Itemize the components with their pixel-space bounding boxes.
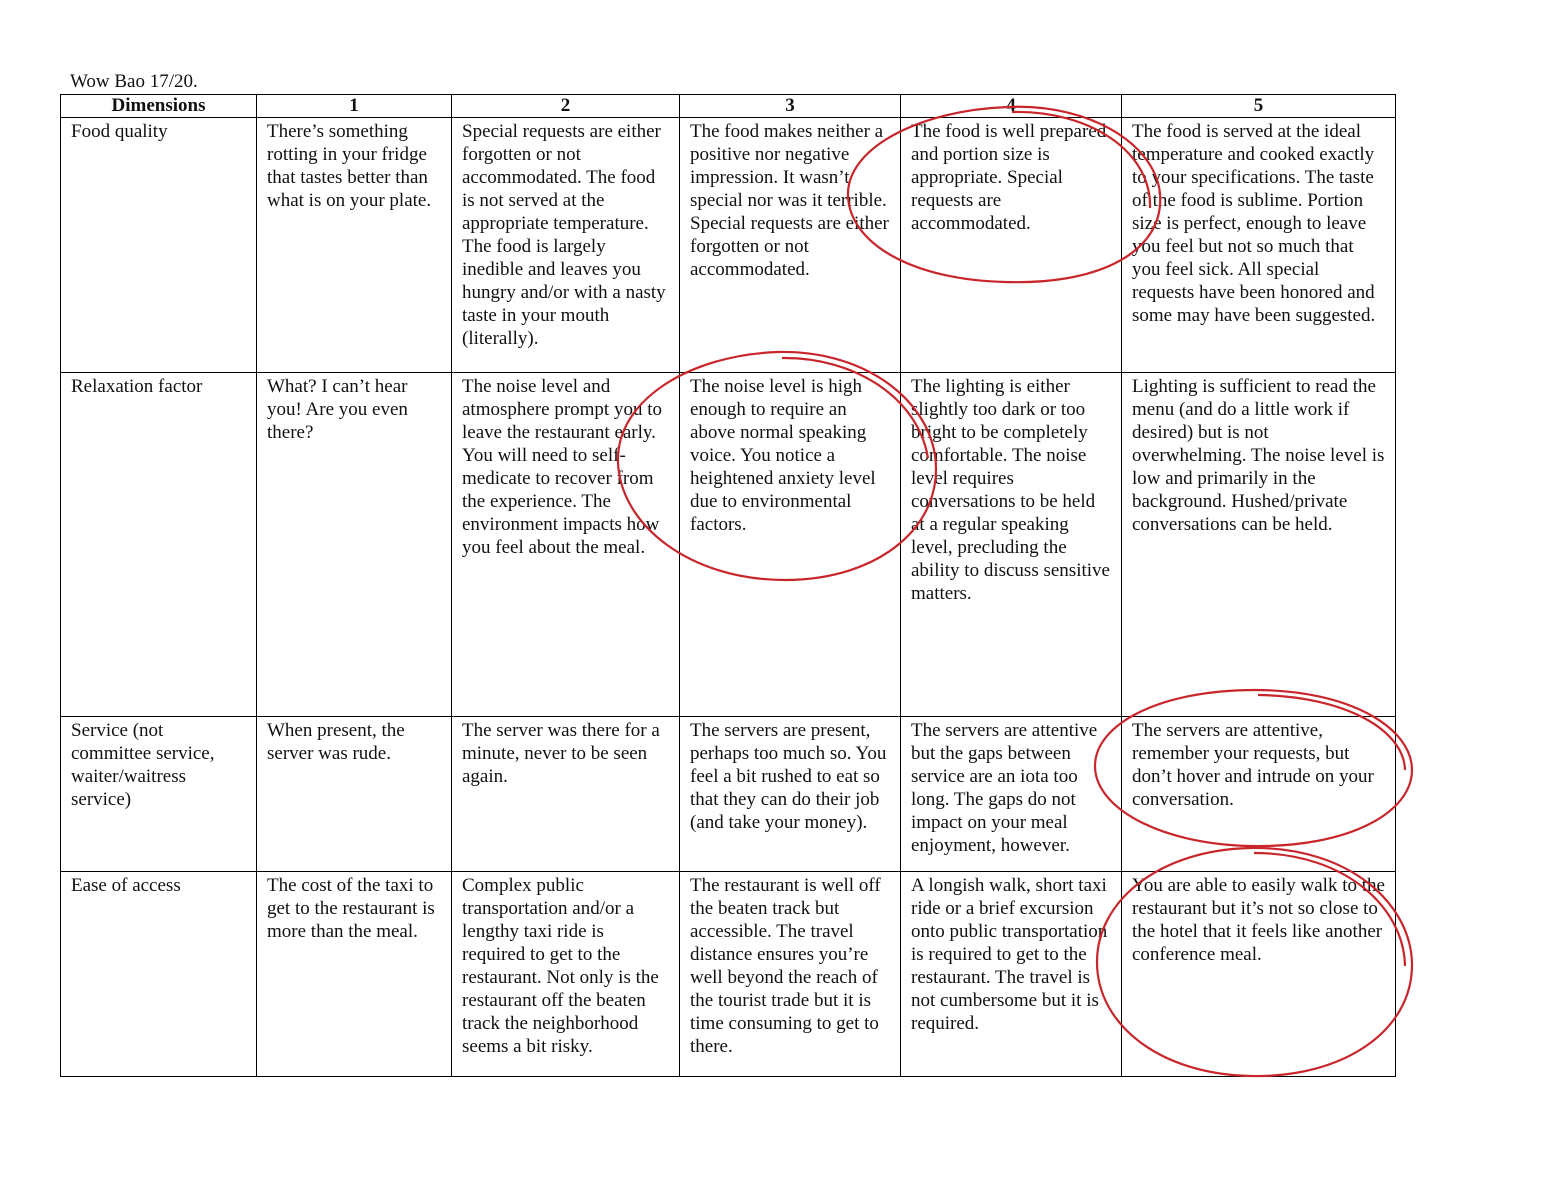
- rubric-cell: The lighting is either slightly too dark or too bright to be completely comfortable. The noise level requires conversations to be held at a regular speaking level, precluding the ability to discuss sensitive matters.: [901, 373, 1122, 717]
- rubric-cell: The food is served at the ideal temperature and cooked exactly to your specifications. The taste of the food is sublime. Portion size is perfect, enough to leave you feel but not so much that you feel sick. All special requests have been honored and some may have been suggested.: [1122, 118, 1396, 373]
- rubric-cell-selected: You are able to easily walk to the restaurant but it’s not so close to the hotel that it feels like another conference meal.: [1122, 872, 1396, 1077]
- header-score-5: 5: [1122, 95, 1396, 118]
- header-score-4: 4: [901, 95, 1122, 118]
- rubric-cell-selected: The servers are attentive, remember your requests, but don’t hover and intrude on your conversation.: [1122, 716, 1396, 871]
- rubric-cell: The cost of the taxi to get to the restaurant is more than the meal.: [257, 872, 452, 1077]
- header-dimensions: Dimensions: [61, 95, 257, 118]
- table-row: [61, 373, 1396, 717]
- rubric-cell: The servers are present, perhaps too much so. You feel a bit rushed to eat so that they can do their job (and take your money).: [680, 716, 901, 871]
- document-title: Wow Bao 17/20.: [70, 71, 198, 92]
- header-score-2: 2: [452, 95, 680, 118]
- rubric-cell-selected: The food is well prepared and portion size is appropriate. Special requests are accommodated.: [901, 118, 1122, 373]
- row-dimension: Ease of access: [61, 872, 257, 1077]
- rubric-cell: The server was there for a minute, never to be seen again.: [452, 716, 680, 871]
- header-row: [61, 95, 1396, 118]
- row-dimension: Service (not committee service, waiter/waitress service): [61, 716, 257, 871]
- header-score-3: 3: [680, 95, 901, 118]
- rubric-cell: Special requests are either forgotten or not accommodated. The food is not served at the appropriate temperature. The food is largely inedible and leaves you hungry and/or with a nasty taste in your mouth (literally).: [452, 118, 680, 373]
- rubric-cell: What? I can’t hear you! Are you even there?: [257, 373, 452, 717]
- rubric-cell: When present, the server was rude.: [257, 716, 452, 871]
- table-row: [61, 716, 1396, 871]
- row-dimension: Food quality: [61, 118, 257, 373]
- rubric-cell: There’s something rotting in your fridge that tastes better than what is on your plate.: [257, 118, 452, 373]
- rubric-cell-selected: The noise level is high enough to require an above normal speaking voice. You notice a heightened anxiety level due to environmental factors.: [680, 373, 901, 717]
- rubric-cell: Complex public transportation and/or a lengthy taxi ride is required to get to the restaurant. Not only is the restaurant off the beaten track the neighborhood seems a bit risky.: [452, 872, 680, 1077]
- table-row: [61, 872, 1396, 1077]
- rubric-cell: Lighting is sufficient to read the menu (and do a little work if desired) but is not overwhelming. The noise level is low and primarily in the background. Hushed/private conversations can be held.: [1122, 373, 1396, 717]
- rubric-cell: A longish walk, short taxi ride or a brief excursion onto public transportation is required to get to the restaurant. The travel is not cumbersome but it is required.: [901, 872, 1122, 1077]
- rubric-cell: The servers are attentive but the gaps between service are an iota too long. The gaps do not impact on your meal enjoyment, however.: [901, 716, 1122, 871]
- rubric-cell: The food makes neither a positive nor negative impression. It wasn’t special nor was it terrible. Special requests are either forgotten or not accommodated.: [680, 118, 901, 373]
- rubric-cell: The noise level and atmosphere prompt you to leave the restaurant early. You will need to self-medicate to recover from the experience. The environment impacts how you feel about the meal.: [452, 373, 680, 717]
- table-row: [61, 118, 1396, 373]
- row-dimension: Relaxation factor: [61, 373, 257, 717]
- rubric-cell: The restaurant is well off the beaten track but accessible. The travel distance ensures you’re well beyond the reach of the tourist trade but it is time consuming to get to there.: [680, 872, 901, 1077]
- header-score-1: 1: [257, 95, 452, 118]
- rubric-table: [60, 94, 1396, 1077]
